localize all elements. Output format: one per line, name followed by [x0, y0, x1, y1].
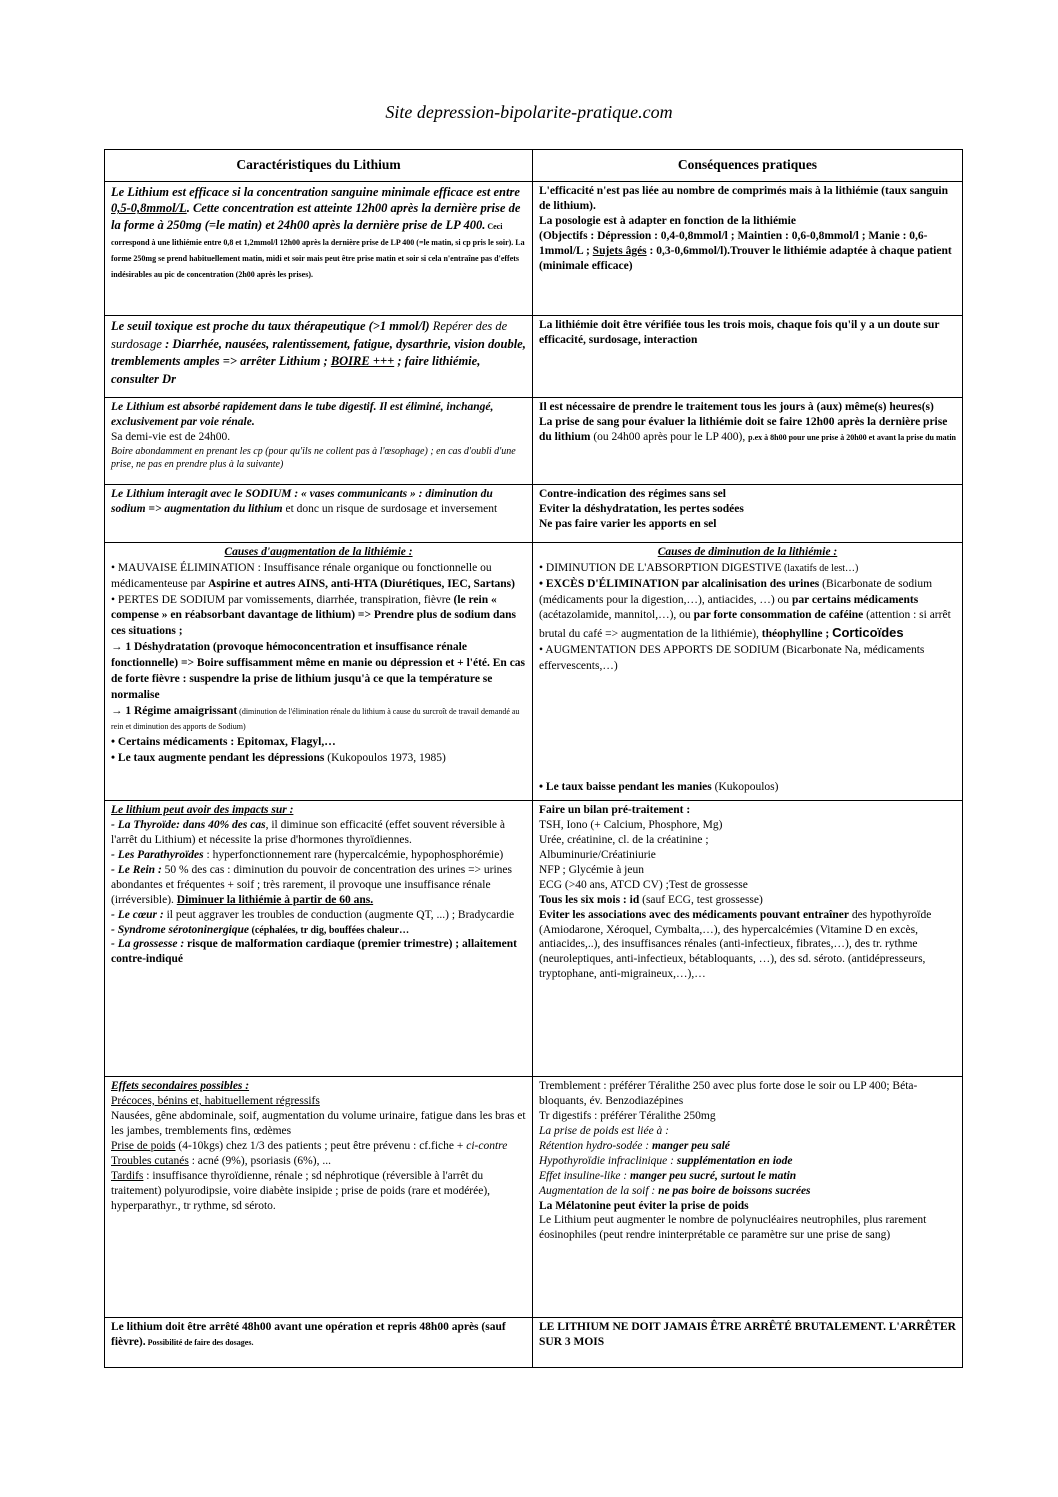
management-1: Tremblement : préférer Téralithe 250 avec plus forte dose le soir ou LP 400; Béta-bloquants, év. Benzodiazépines: [539, 1080, 918, 1107]
weight-gain-text: (4-10kgs) chez 1/3 des patients ; peut être prévenu : cf.fiche +: [175, 1139, 467, 1152]
increase-2c: (le rein « compense » en réabsorbant davantage de lithium) => Prendre plus de sodium dans ces situations ;: [111, 593, 516, 638]
late-label: Tardifs: [111, 1169, 144, 1182]
table-row: [105, 543, 963, 801]
side-effects-title: Effets secondaires possibles :: [111, 1080, 250, 1092]
efficacy-text-a: Le Lithium est efficace si la concentration sanguine minimale efficace est entre: [111, 185, 520, 199]
sodium-a: Le Lithium interagit avec le SODIUM : « vases communicants » : diminution du sodium => augmentation du lithium: [111, 488, 493, 515]
pretreatment-2: TSH, Iono (+ Calcium, Phosphore, Mg): [539, 818, 723, 831]
management-6a: Effet insuline-like :: [539, 1169, 631, 1182]
management-8: La Mélatonine peut éviter la prise de poids: [539, 1199, 749, 1212]
skin-text: : acné (9%), psoriasis (6%), ...: [188, 1154, 331, 1167]
cell-toxicity-consequence: [533, 316, 963, 398]
increase-5: • Certains médicaments : Epitomax, Flagyl,…: [111, 736, 336, 749]
impact-heart-label: - Le cœur :: [111, 908, 164, 921]
management-9: Le Lithium peut augmenter le nombre de polynucléaires neutrophiles, plus rarement éosinophiles (peut rendre ininterprétable ce paramètre sur une prise de sang): [539, 1214, 927, 1242]
absorption-advice: Boire abondamment en prenant les cp (pour qu'ils ne collent pas à l'œsophage) ; en cas d'oubli d'une prise, ne pas en prendre plus à la suivante): [111, 445, 516, 470]
management-5b: supplémentation en iode: [676, 1154, 793, 1167]
decrease-2g: théophylline ;: [761, 628, 833, 641]
impact-kidney-advice: Diminuer la lithiémie à partir de 60 ans.: [176, 893, 374, 906]
cell-sodium: [105, 485, 533, 543]
management-4b: manger peu salé: [651, 1139, 730, 1152]
cell-sodium-consequence: [533, 485, 963, 543]
sodium-consequence-c: Ne pas faire varier les apports en sel: [539, 517, 717, 530]
impact-parathyroid-label: - Les Parathyroïdes: [111, 848, 204, 861]
toxicity-a: Le seuil toxique est proche du taux thérapeutique (>1 mmol/l): [111, 319, 430, 333]
pretreatment-title: Faire un bilan pré-traitement :: [539, 804, 691, 816]
cell-side-effects: [105, 1077, 533, 1318]
management-6b: manger peu sucré, surtout le matin: [630, 1169, 797, 1182]
absorption-a: Le Lithium est absorbé rapidement dans le tube digestif. Il est éliminé, inchangé, exclusivement par voie rénale.: [111, 401, 494, 428]
sodium-consequence-a: Contre-indication des régimes sans sel: [539, 488, 726, 500]
impact-parathyroid-text: : hyperfonctionnement rare (hypercalcémie, hypophosphorémie): [203, 848, 504, 861]
absorption-consequence-a: Il est nécessaire de prendre le traitement tous les jours à (aux) même(s) heures(s): [539, 401, 934, 413]
cell-stop-warning: [533, 1318, 963, 1368]
cell-efficacy: [105, 182, 533, 316]
decrease-2f: (attention : si arrêt brutal du café => augmentation de la lithiémie),: [539, 609, 951, 641]
absorption-consequence-b: La prise de sang pour évaluer la lithiémie doit se faire 12h00 après la dernière prise du lithium: [539, 415, 948, 443]
decrease-2b: (Bicarbonate de sodium (médicaments pour la digestion,…), antiacides, …) ou: [539, 577, 933, 606]
pretreatment-3: Urée, créatinine, cl. de la créatinine ;: [539, 833, 709, 846]
impact-pregnancy-text: risque de malformation cardiaque (premier trimestre) ; allaitement contre-indiqué: [111, 938, 517, 966]
increase-3: → 1 Déshydratation (provoque hémoconcentration et insuffisance rénale fonctionnelle) => Boire suffisamment même en manie ou dépression et + l'été. En cas de forte fièvre : suspendre la prise de lithium jusqu'à ce que la température se normalise: [111, 641, 526, 701]
decrease-1b: (laxatifs de lest…): [781, 562, 859, 574]
site-title: Site depression-bipolarite-pratique.com: [385, 102, 673, 122]
half-life: Sa demi-vie est de 24h00.: [111, 430, 231, 443]
elderly-label: Sujets âgés: [592, 244, 647, 257]
pretreatment-7a: Tous les six mois : id: [539, 893, 640, 906]
decrease-2h: Corticoïdes: [832, 625, 904, 641]
lithium-table: [104, 149, 963, 1368]
decrease-2a: • EXCÈS D'ÉLIMINATION par alcalinisation des urines: [539, 577, 820, 590]
decrease-2e: par forte consommation de caféine: [693, 609, 864, 622]
pretreatment-6: ECG (>40 ans, ATCD CV) ;Test de grossesse: [539, 878, 748, 891]
cell-surgery: [105, 1318, 533, 1368]
management-7b: ne pas boire de boissons sucrées: [658, 1184, 811, 1197]
cell-efficacy-consequence: [533, 182, 963, 316]
side-effects-1: Nausées, gêne abdominale, soif, augmentation du volume urinaire, fatigue dans les bras et les jambes, tremblements fins, œdèmes: [111, 1109, 526, 1137]
increase-2a: • PERTES DE SODIUM: [111, 593, 226, 606]
pretreatment-8a: Eviter les associations avec des médicaments pouvant entraîner: [539, 908, 849, 921]
impact-kidney-text: 50 % des cas : diminution du pouvoir de concentration des urines => urines abondantes et fréquentes + soif ; très rarement, il provoque une insuffisance rénale (irréversible).: [111, 863, 513, 906]
efficacy-consequence-a: L'efficacité n'est pas liée au nombre de comprimés mais à la lithiémie (taux sanguin de lithium).: [539, 185, 948, 212]
decrease-1a: • DIMINUTION DE L'ABSORPTION DIGESTIVE: [539, 561, 782, 574]
increase-1b: fonctionnelle ou médicamenteuse par: [111, 561, 492, 590]
toxicity-consequence: La lithiémie doit être vérifiée tous les trois mois, chaque fois qu'il y a un doute sur efficacité, surdosage, interaction: [539, 319, 940, 346]
increase-title: Causes d'augmentation de la lithiémie :: [224, 546, 413, 558]
efficacy-consequence-e: : 0,3-0,6mmol/l).Trouver le lithiémie adaptée à chaque patient (minimale efficace): [539, 244, 952, 272]
weight-gain-label: Prise de poids: [111, 1139, 176, 1152]
management-7a: Augmentation de la soif :: [539, 1184, 659, 1197]
efficacy-consequence-c: (Objectifs : Dépression : 0,4-0,8mmol/l ; Maintien : 0,6-0,8mmol/l ; Manie : 0,6-1mmol/L ;: [539, 229, 928, 257]
toxicity-b: Repérer des de surdosage: [111, 319, 508, 351]
management-2: Tr digestifs : préférer Téralithe 250mg: [539, 1109, 716, 1122]
cell-impacts: [105, 801, 533, 1077]
impact-serotonin-text: (céphalées, tr dig, bouffées chaleur…: [249, 924, 410, 936]
impact-thyroid-label: - La Thyroïde: dans 40% des cas: [111, 818, 266, 831]
increase-1a: • MAUVAISE ÉLIMINATION : Insuffisance rénale organique ou: [111, 561, 414, 574]
table-row: [105, 801, 963, 1077]
management-5a: Hypothyroïdie infraclinique :: [539, 1154, 677, 1167]
increase-1c: Aspirine et autres AINS, anti-HTA (Diurétiques, IEC, Sartans): [208, 577, 515, 590]
impacts-title: Le lithium peut avoir des impacts sur :: [111, 804, 294, 816]
col-header-consequences: Conséquences pratiques: [533, 150, 963, 182]
increase-6b: (Kukopoulos 1973, 1985): [324, 752, 446, 765]
decrease-2c: par certains médicaments: [791, 593, 919, 606]
sodium-consequence-b: Eviter la déshydratation, les pertes sodées: [539, 502, 744, 515]
pretreatment-5: NFP ; Glycémie à jeun: [539, 863, 644, 876]
table-header-row: [105, 150, 963, 182]
table-row: [105, 182, 963, 316]
decrease-3a: • AUGMENTATION DES APPORTS DE SODIUM: [539, 644, 780, 657]
cell-absorption: [105, 398, 533, 485]
management-3: La prise de poids est liée à :: [539, 1124, 669, 1137]
toxicity-e: ; faire lithiémie, consulter Dr: [111, 354, 481, 386]
management-4a: Rétention hydro-sodée :: [539, 1139, 652, 1152]
increase-4b: (diminution de l'élimination rénale du lithium à cause du surcroît de travail demandé au rein et diminution des apports de Sodium): [111, 706, 520, 732]
absorption-consequence-c: (ou 24h00 après pour le LP 400),: [590, 430, 749, 443]
late-text: : insuffisance thyroïdienne, rénale ; sd néphrotique (réversible à l'arrêt du traitement) polyurodipsie, voire diabète insipide ; prise de poids (rare et modérée), hyperparathyr., tr rythme, sd séroto.: [111, 1169, 491, 1212]
cell-pretreatment: [533, 801, 963, 1077]
weight-gain-ref: ci-contre: [466, 1139, 508, 1152]
pretreatment-4: Albuminurie/Créatiniurie: [539, 848, 656, 861]
cell-increase-causes: [105, 543, 533, 801]
cell-side-effects-management: [533, 1077, 963, 1318]
toxicity-drink: BOIRE +++: [330, 354, 395, 368]
table-row: [105, 398, 963, 485]
increase-4a: → 1 Régime amaigrissant: [111, 704, 238, 717]
cell-decrease-causes: [533, 543, 963, 801]
increase-6a: • Le taux augmente pendant les dépressions: [111, 752, 325, 765]
efficacy-range: 0,5-0,8mmol/L: [111, 201, 187, 216]
side-effects-sub: Précoces, bénins et, habituellement régressifs: [111, 1094, 320, 1107]
decrease-title: Causes de diminution de la lithiémie :: [657, 546, 838, 558]
pretreatment-7b: (sauf ECG, test grossesse): [639, 893, 763, 906]
cell-toxicity: [105, 316, 533, 398]
impact-pregnancy-label: - La grossesse :: [111, 938, 185, 951]
cell-absorption-consequence: [533, 398, 963, 485]
impact-heart-text: il peut aggraver les troubles de conduction (augmente QT, ...) ; Bradycardie: [163, 908, 515, 921]
decrease-3b: (Bicarbonate Na, médicaments effervescents,…): [539, 644, 925, 673]
table-row: [105, 1318, 963, 1368]
increase-2b: par vomissements, diarrhée, transpiration, fièvre: [225, 593, 454, 606]
sodium-b: et donc un risque de surdosage et inversement: [282, 502, 498, 515]
col-header-characteristics: Caractéristiques du Lithium: [105, 150, 533, 182]
table-row: [105, 316, 963, 398]
surgery-text: Le lithium doit être arrêté 48h00 avant une opération et repris 48h00 après (sauf fièvre).: [111, 1321, 506, 1348]
impact-kidney-label: - Le Rein :: [111, 863, 162, 876]
decrease-2d: (acétazolamide, mannitol,…), ou: [539, 609, 694, 622]
efficacy-consequence-b: La posologie est à adapter en fonction de la lithiémie: [539, 214, 796, 227]
impact-serotonin-label: - Syndrome sérotoninergique: [111, 923, 250, 936]
table-row: [105, 1077, 963, 1318]
pretreatment-8b: des hypothyroïde (Amiodarone, Xéroquel, Cymbalta,…), des hypercalcémies (Vitamine D en excès, antiacides,..), des insuffisances rénales (anti-infectieux, fibrates,…), des tr. rythme (neuroleptiques, anti-infectieux, bétabloquants, …), des sd. séroto. (antidépresseurs, tryptophane, anti-migraineux,…),…: [539, 908, 932, 981]
toxicity-c: : Diarrhée, nausées, ralentissement, fatigue, dysarthrie, vision double, tremblements amples => arrêter Lithium ;: [111, 336, 526, 368]
surgery-note: Possibilité de faire des dosages.: [145, 1337, 254, 1347]
efficacy-text-c: . Cette concentration est atteinte 12h00 après la dernière prise de la forme à 250mg (=le matin) et 24h00 après la dernière prise de LP 400.: [111, 201, 521, 232]
stop-warning: LE LITHIUM NE DOIT JAMAIS ÊTRE ARRÊTÉ BRUTALEMENT. L'ARRÊTER SUR 3 MOIS: [539, 1321, 956, 1348]
impact-thyroid-text: , il diminue son efficacité (effet souvent réversible à l'arrêt du Lithium) et nécessite la prise d'hormones thyroïdiennes.: [111, 818, 505, 846]
efficacy-note: Ceci correspond à une lithiémie entre 0,8 et 1,2mmol/l 12h00 après la dernière prise de LP 400 (=le matin, si cp pris le soir). La forme 250mg se prend habituellement matin, midi et soir mais peut être prise matin et soir si cela n'entraîne pas d'effets indésirables au pic de concentration (2h00 après les prises).: [111, 221, 525, 280]
decrease-4b: (Kukopoulos): [711, 781, 779, 794]
skin-label: Troubles cutanés: [111, 1154, 189, 1167]
table-row: [105, 485, 963, 543]
absorption-consequence-d: p.ex à 8h00 pour une prise à 20h00 et avant la prise du matin: [748, 432, 956, 442]
decrease-4a: • Le taux baisse pendant les manies: [539, 781, 712, 794]
